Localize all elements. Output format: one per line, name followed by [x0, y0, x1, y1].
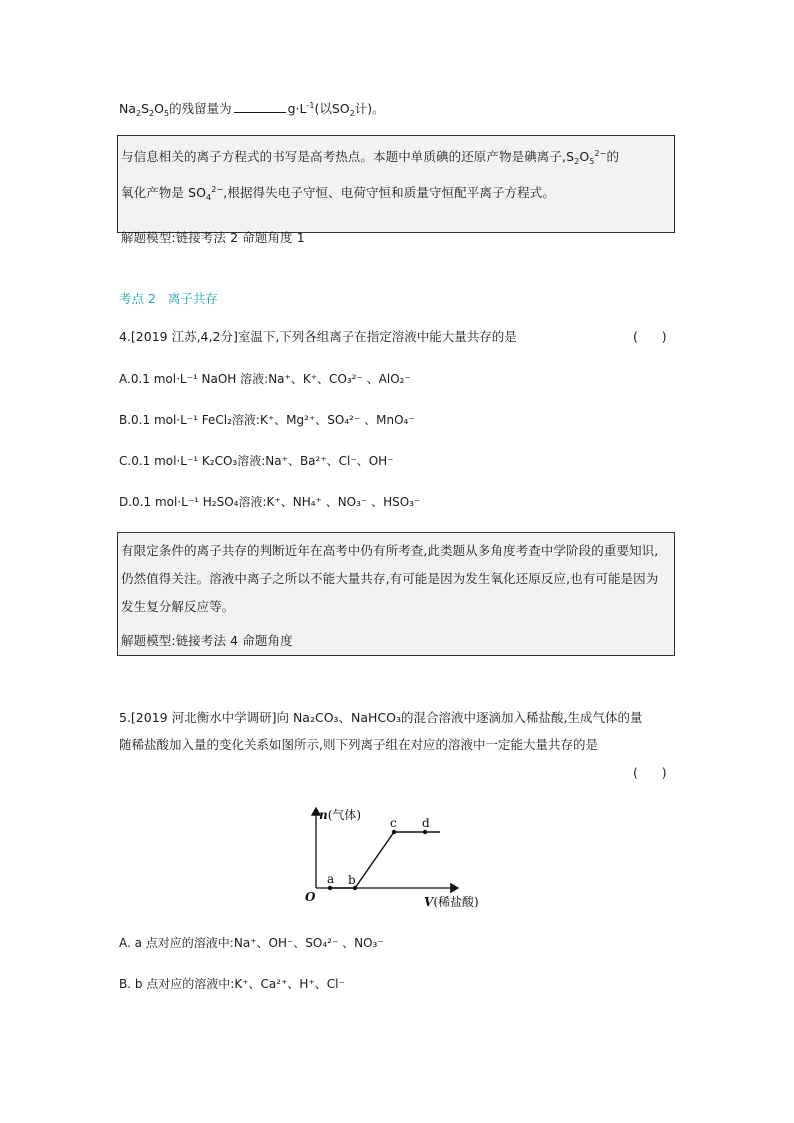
point-d: [423, 830, 427, 834]
point-c: [392, 830, 396, 834]
q4-option-d[interactable]: D.0.1 mol·L⁻¹ H₂SO₄溶液:K⁺、NH₄⁺ 、NO₃⁻ 、HSO₃⁻: [119, 495, 421, 509]
origin-label: O: [305, 890, 316, 904]
section-heading: 考点 2 离子共存: [119, 291, 218, 306]
tip-box-2-text: 有限定条件的离子共存的判断近年在高考中仍有所考查,此类题从多角度考查中学阶段的重要知识,仍然值得关注。溶液中离子之所以不能大量共存,有可能是因为发生氧化还原反应,也有可能是因为发生复分解反应等。: [121, 543, 659, 614]
gas-curve: [330, 832, 440, 888]
q5-answer-paren[interactable]: ( ): [633, 765, 667, 780]
gas-volume-graph: [300, 802, 500, 914]
residual-text: 的残留量为: [169, 101, 232, 116]
q4-option-a[interactable]: A.0.1 mol·L⁻¹ NaOH 溶液:Na⁺、K⁺、CO₃²⁻ 、AlO₂⁻: [119, 372, 411, 386]
q5-stem-line2: 随稀盐酸加入量的变化关系如图所示,则下列离子组在对应的溶液中一定能大量共存的是: [119, 737, 598, 752]
top-line: $Na_2S_2O_5$的残留量为 $g\cdot L^{-1}$(以$SO_2$计)。: [119, 101, 385, 118]
answer-blank[interactable]: [234, 101, 286, 113]
x-axis-label: V(稀盐酸): [424, 895, 479, 909]
q4-answer-paren[interactable]: ( ): [633, 329, 667, 344]
q4-stem: 4.[2019 江苏,4,2分]室温下,下列各组离子在指定溶液中能大量共存的是: [119, 329, 517, 344]
unit-text: g·L: [287, 101, 307, 116]
label-b: b: [348, 873, 356, 887]
q5-stem-line1: 5.[2019 河北衡水中学调研]向 Na₂CO₃、NaHCO₃的混合溶液中逐滴加入稀盐酸,生成气体的量: [119, 710, 643, 725]
tip-box-1-model: 解题模型:链接考法 2 命题角度 1: [121, 230, 305, 245]
point-a: [328, 886, 332, 890]
q4-option-c[interactable]: C.0.1 mol·L⁻¹ K₂CO₃溶液:Na⁺、Ba²⁺、Cl⁻、OH⁻: [119, 454, 394, 468]
q5-option-a[interactable]: A. a 点对应的溶液中:Na⁺、OH⁻、SO₄²⁻ 、NO₃⁻: [119, 936, 384, 950]
tip-box-1-text: 与信息相关的离子方程式的书写是高考热点。本题中单质碘的还原产物是碘离子$,S_2O_5^{2-}$的 氧化产物是 $SO_4^{2-}$,根据得失电子守恒、电荷守恒和质量守恒配平离子方程式。: [121, 149, 620, 202]
tip-box-1: [117, 135, 675, 245]
q5-option-b[interactable]: B. b 点对应的溶液中:K⁺、Ca²⁺、H⁺、Cl⁻: [119, 977, 345, 991]
na2s2o5-formula: $Na_2S_2O_5$: [119, 101, 170, 118]
label-a: a: [327, 872, 335, 886]
label-d: d: [422, 816, 430, 830]
tip-box-2-model: 解题模型:链接考法 4 命题角度: [121, 633, 293, 648]
tip-box-2: [117, 532, 675, 656]
label-c: c: [390, 816, 397, 830]
y-axis-label: n(气体): [319, 808, 362, 822]
q4-option-b[interactable]: B.0.1 mol·L⁻¹ FeCl₂溶液:K⁺、Mg²⁺、SO₄²⁻ 、MnO₄⁻: [119, 413, 415, 427]
